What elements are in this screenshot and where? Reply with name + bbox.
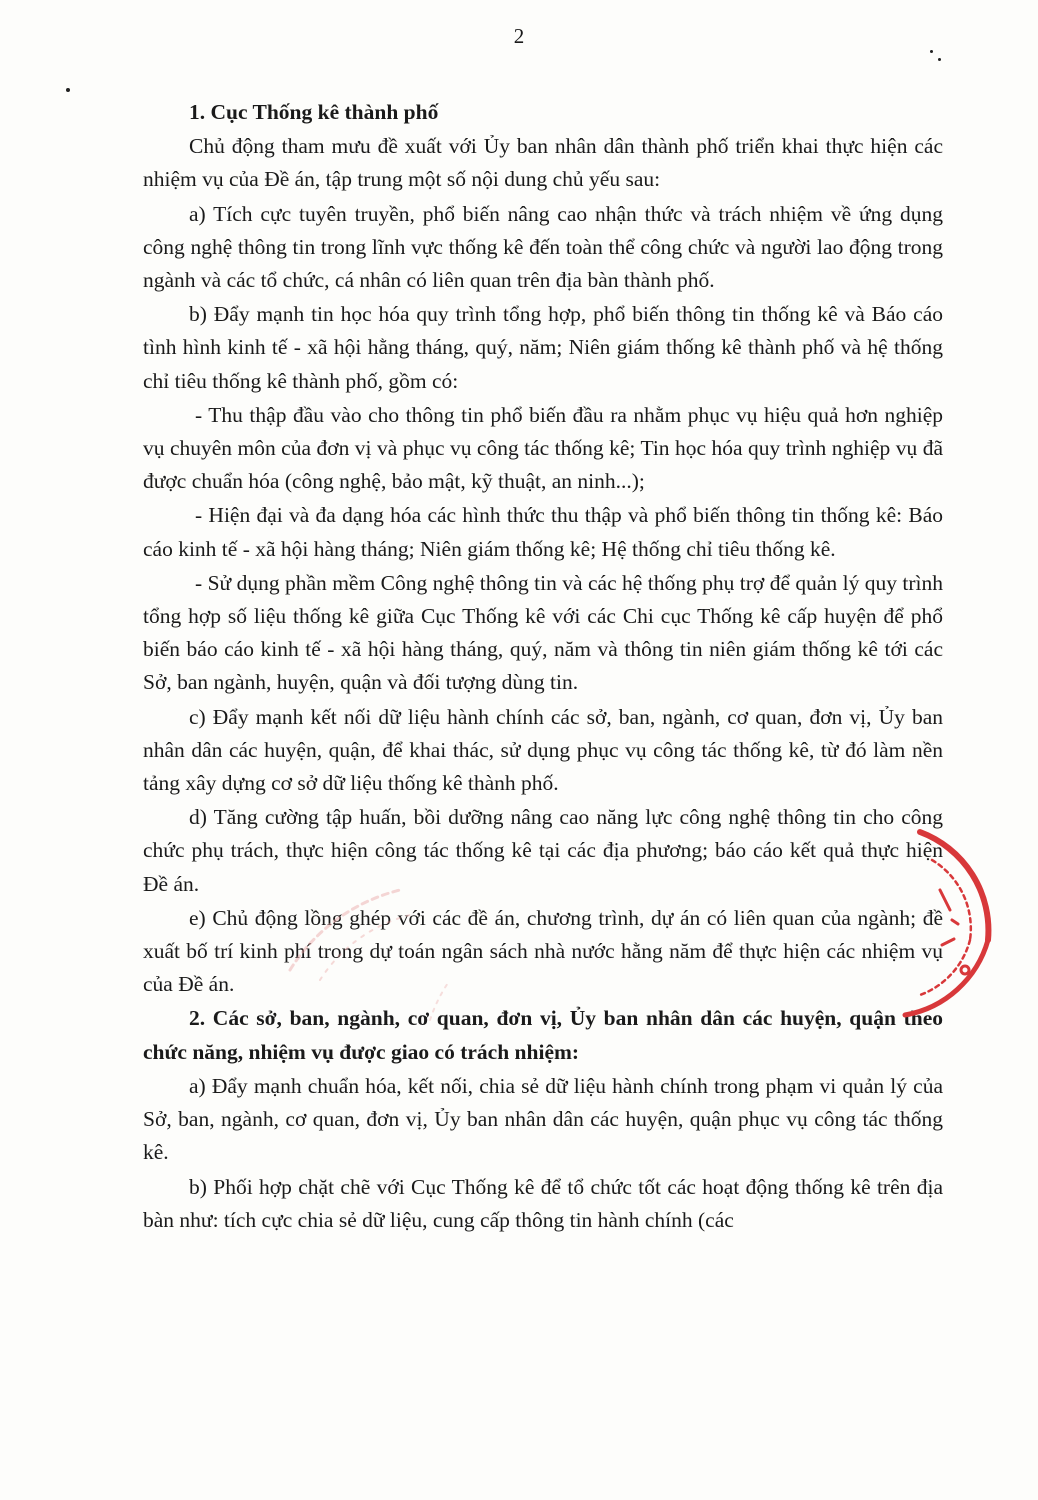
section-1-item-e: e) Chủ động lồng ghép với các đề án, chương trình, dự án có liên quan của ngành; đề xuất bố trí kinh phí trong dự toán ngân sách nhà nước hằng năm để thực hiện các nhiệm vụ của Đề án. [143,905,943,997]
section-1-bullet-1: - Thu thập đầu vào cho thông tin phổ biến đầu ra nhằm phục vụ hiệu quả hơn nghiệp vụ chuyên môn của đơn vị và phục vụ công tác thống kê; Tin học hóa quy trình nghiệp vụ đã được chuẩn hóa (công nghệ, bảo mật, kỹ thuật, an ninh...); [143,402,943,494]
page-number: 2 [513,24,525,48]
document-body [143,96,943,1238]
scan-speck [938,58,941,61]
section-1-bullet-2: - Hiện đại và đa dạng hóa các hình thức thu thập và phổ biến thông tin thống kê: Báo cáo kinh tế - xã hội hàng tháng; Niên giám thống kê; Hệ thống chỉ tiêu thống kê. [143,503,943,561]
section-2-item-b: b) Phối hợp chặt chẽ với Cục Thống kê để tổ chức tốt các hoạt động thống kê trên địa bàn như: tích cực chia sẻ dữ liệu, cung cấp thông tin hành chính (các [143,1174,943,1232]
section-2-heading: 2. Các sở, ban, ngành, cơ quan, đơn vị, Ủy ban nhân dân các huyện, quận theo chức năng, nhiệm vụ được giao có trách nhiệm: [143,1006,943,1064]
section-1-heading: 1. Cục Thống kê thành phố [189,100,439,124]
section-1-item-c: c) Đẩy mạnh kết nối dữ liệu hành chính các sở, ban, ngành, cơ quan, đơn vị, Ủy ban nhân dân các huyện, quận, để khai thác, sử dụng phục vụ công tác thống kê, từ đó làm nền tảng xây dựng cơ sở dữ liệu thống kê thành phố. [143,704,943,796]
section-1-bullet-3: - Sử dụng phần mềm Công nghệ thông tin và các hệ thống phụ trợ để quản lý quy trình tổng hợp số liệu thống kê giữa Cục Thống kê với các Chi cục Thống kê cấp huyện để phổ biến báo cáo kinh tế - xã hội hàng tháng, quý, năm và thông tin niên giám thống kê tới các Sở, ban ngành, huyện, quận và đối tượng dùng tin. [143,570,943,695]
section-2-item-a: a) Đẩy mạnh chuẩn hóa, kết nối, chia sẻ dữ liệu hành chính trong phạm vi quản lý của Sở, ban, ngành, cơ quan, đơn vị, Ủy ban nhân dân các huyện, quận phục vụ công tác thống kê. [143,1073,943,1165]
scan-speck [930,50,933,53]
section-1-item-b: b) Đẩy mạnh tin học hóa quy trình tổng hợp, phổ biến thông tin thống kê và Báo cáo tình hình kinh tế - xã hội hằng tháng, quý, năm; Niên giám thống kê thành phố và hệ thống chỉ tiêu thống kê thành phố, gồm có: [143,302,943,393]
section-1-intro: Chủ động tham mưu đề xuất với Ủy ban nhân dân thành phố triển khai thực hiện các nhiệm vụ của Đề án, tập trung một số nội dung chủ yếu sau: [143,134,943,192]
scan-speck [66,88,70,92]
section-1-item-a: a) Tích cực tuyên truyền, phổ biến nâng cao nhận thức và trách nhiệm về ứng dụng công nghệ thông tin trong lĩnh vực thống kê đến toàn thể công chức và người lao động trong ngành và các tổ chức, cá nhân có liên quan trên địa bàn thành phố. [143,201,943,293]
section-1-item-d: d) Tăng cường tập huấn, bồi dưỡng nâng cao năng lực công nghệ thông tin cho công chức phụ trách, thực hiện công tác thống kê tại các địa phương; báo cáo kết quả thực hiện Đề án. [143,805,943,896]
